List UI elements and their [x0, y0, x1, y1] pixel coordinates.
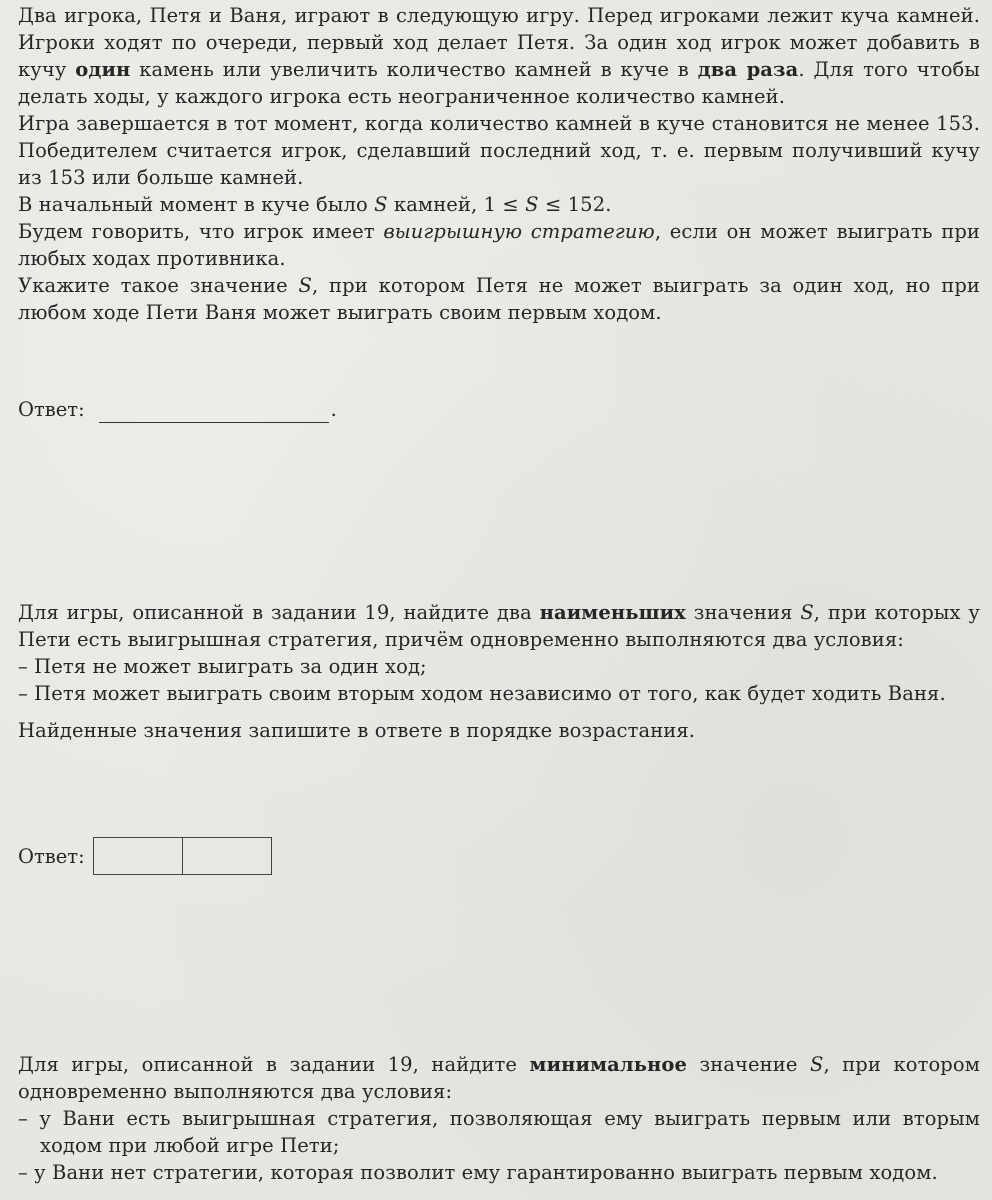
task-20-condition-2: – Петя может выиграть своим вторым ходом независимо от того, как будет ходить Ваня.	[18, 682, 946, 705]
answer-label: Ответ:	[18, 844, 85, 868]
text-run: , если он может выиграть при любых ходах противника.	[18, 220, 981, 270]
text-run: . Для того чтобы делать ходы, у каждого игрока есть неограниченное количество камней.	[18, 58, 980, 108]
variable-s: S	[525, 193, 539, 216]
text-run: , при котором Петя не может выиграть за один ход, но при любом ходе Пети Ваня может выиграть своим первым ходом.	[18, 274, 981, 324]
answer-boxes	[93, 837, 272, 875]
text-run: камней, 1 ≤	[387, 193, 526, 216]
answer-period: .	[330, 398, 337, 421]
answer-label: Ответ:	[18, 398, 85, 421]
task-20-paragraph-1	[18, 599, 980, 653]
text-run: В начальный момент в куче было	[18, 193, 375, 216]
bold-term: наименьших	[539, 601, 686, 624]
variable-s: S	[298, 274, 312, 297]
task-20-answer	[18, 837, 272, 875]
task-20-text	[18, 599, 980, 744]
task-19-paragraph-1	[18, 2, 980, 110]
text-run: Для игры, описанной в задании 19, найдите	[18, 1053, 530, 1076]
task-19-paragraph-4	[18, 218, 980, 272]
variable-s: S	[800, 601, 814, 624]
bold-term: минимальное	[529, 1053, 688, 1076]
text-run: Для игры, описанной в задании 19, найдите два	[18, 601, 540, 624]
text-run: , при которых у Пети есть выигрышная стратегия, причём одновременно выполняются два условия:	[18, 601, 981, 651]
task-21-condition-2: – у Вани нет стратегии, которая позволит ему гарантированно выиграть первым ходом.	[18, 1161, 938, 1184]
bold-term: два раза	[697, 58, 799, 81]
task-21-paragraph-1	[18, 1051, 980, 1105]
task-19-text	[18, 2, 980, 326]
answer-input-line[interactable]	[99, 402, 329, 423]
task-19-answer	[18, 396, 337, 423]
task-20-paragraph-2: Найденные значения запишите в ответе в порядке возрастания.	[18, 719, 696, 742]
text-run: Укажите такое значение	[18, 274, 299, 297]
text-run: Будем говорить, что игрок имеет	[18, 220, 384, 243]
text-run: Два игрока, Петя и Ваня, играют в следующую игру. Перед игроками лежит куча камней. Игроки ходят по очереди, первый ход делает Петя. За один ход игрок может добавить в кучу	[18, 4, 980, 81]
answer-box-1[interactable]	[94, 838, 182, 874]
task-19-paragraph-5	[18, 272, 980, 326]
variable-s: S	[809, 1053, 824, 1076]
task-19-paragraph-3	[18, 191, 980, 218]
bold-term: один	[75, 58, 131, 81]
italic-term: выигрышную стратегию	[383, 220, 655, 243]
text-run: ≤ 152.	[538, 193, 612, 216]
task-21-condition-1: – у Вани есть выигрышная стратегия, позволяющая ему выиграть первым или вторым ходом при любой игре Пети;	[18, 1107, 980, 1157]
answer-box-2[interactable]	[182, 838, 271, 874]
variable-s: S	[374, 193, 388, 216]
task-21-text	[18, 1051, 980, 1186]
text-run: , при котором одновременно выполняются два условия:	[18, 1053, 981, 1103]
text-run: значения	[685, 601, 801, 624]
text-run: значение	[687, 1053, 810, 1076]
task-20-condition-1: – Петя не может выиграть за один ход;	[18, 655, 427, 678]
text-run: камень или увеличить количество камней в куче в	[130, 58, 698, 81]
task-19-paragraph-2: Игра завершается в тот момент, когда количество камней в куче становится не менее 153. Победителем считается игрок, сделавший последний ход, т. е. первым получивший кучу из 153 или больше камней.	[18, 112, 980, 189]
